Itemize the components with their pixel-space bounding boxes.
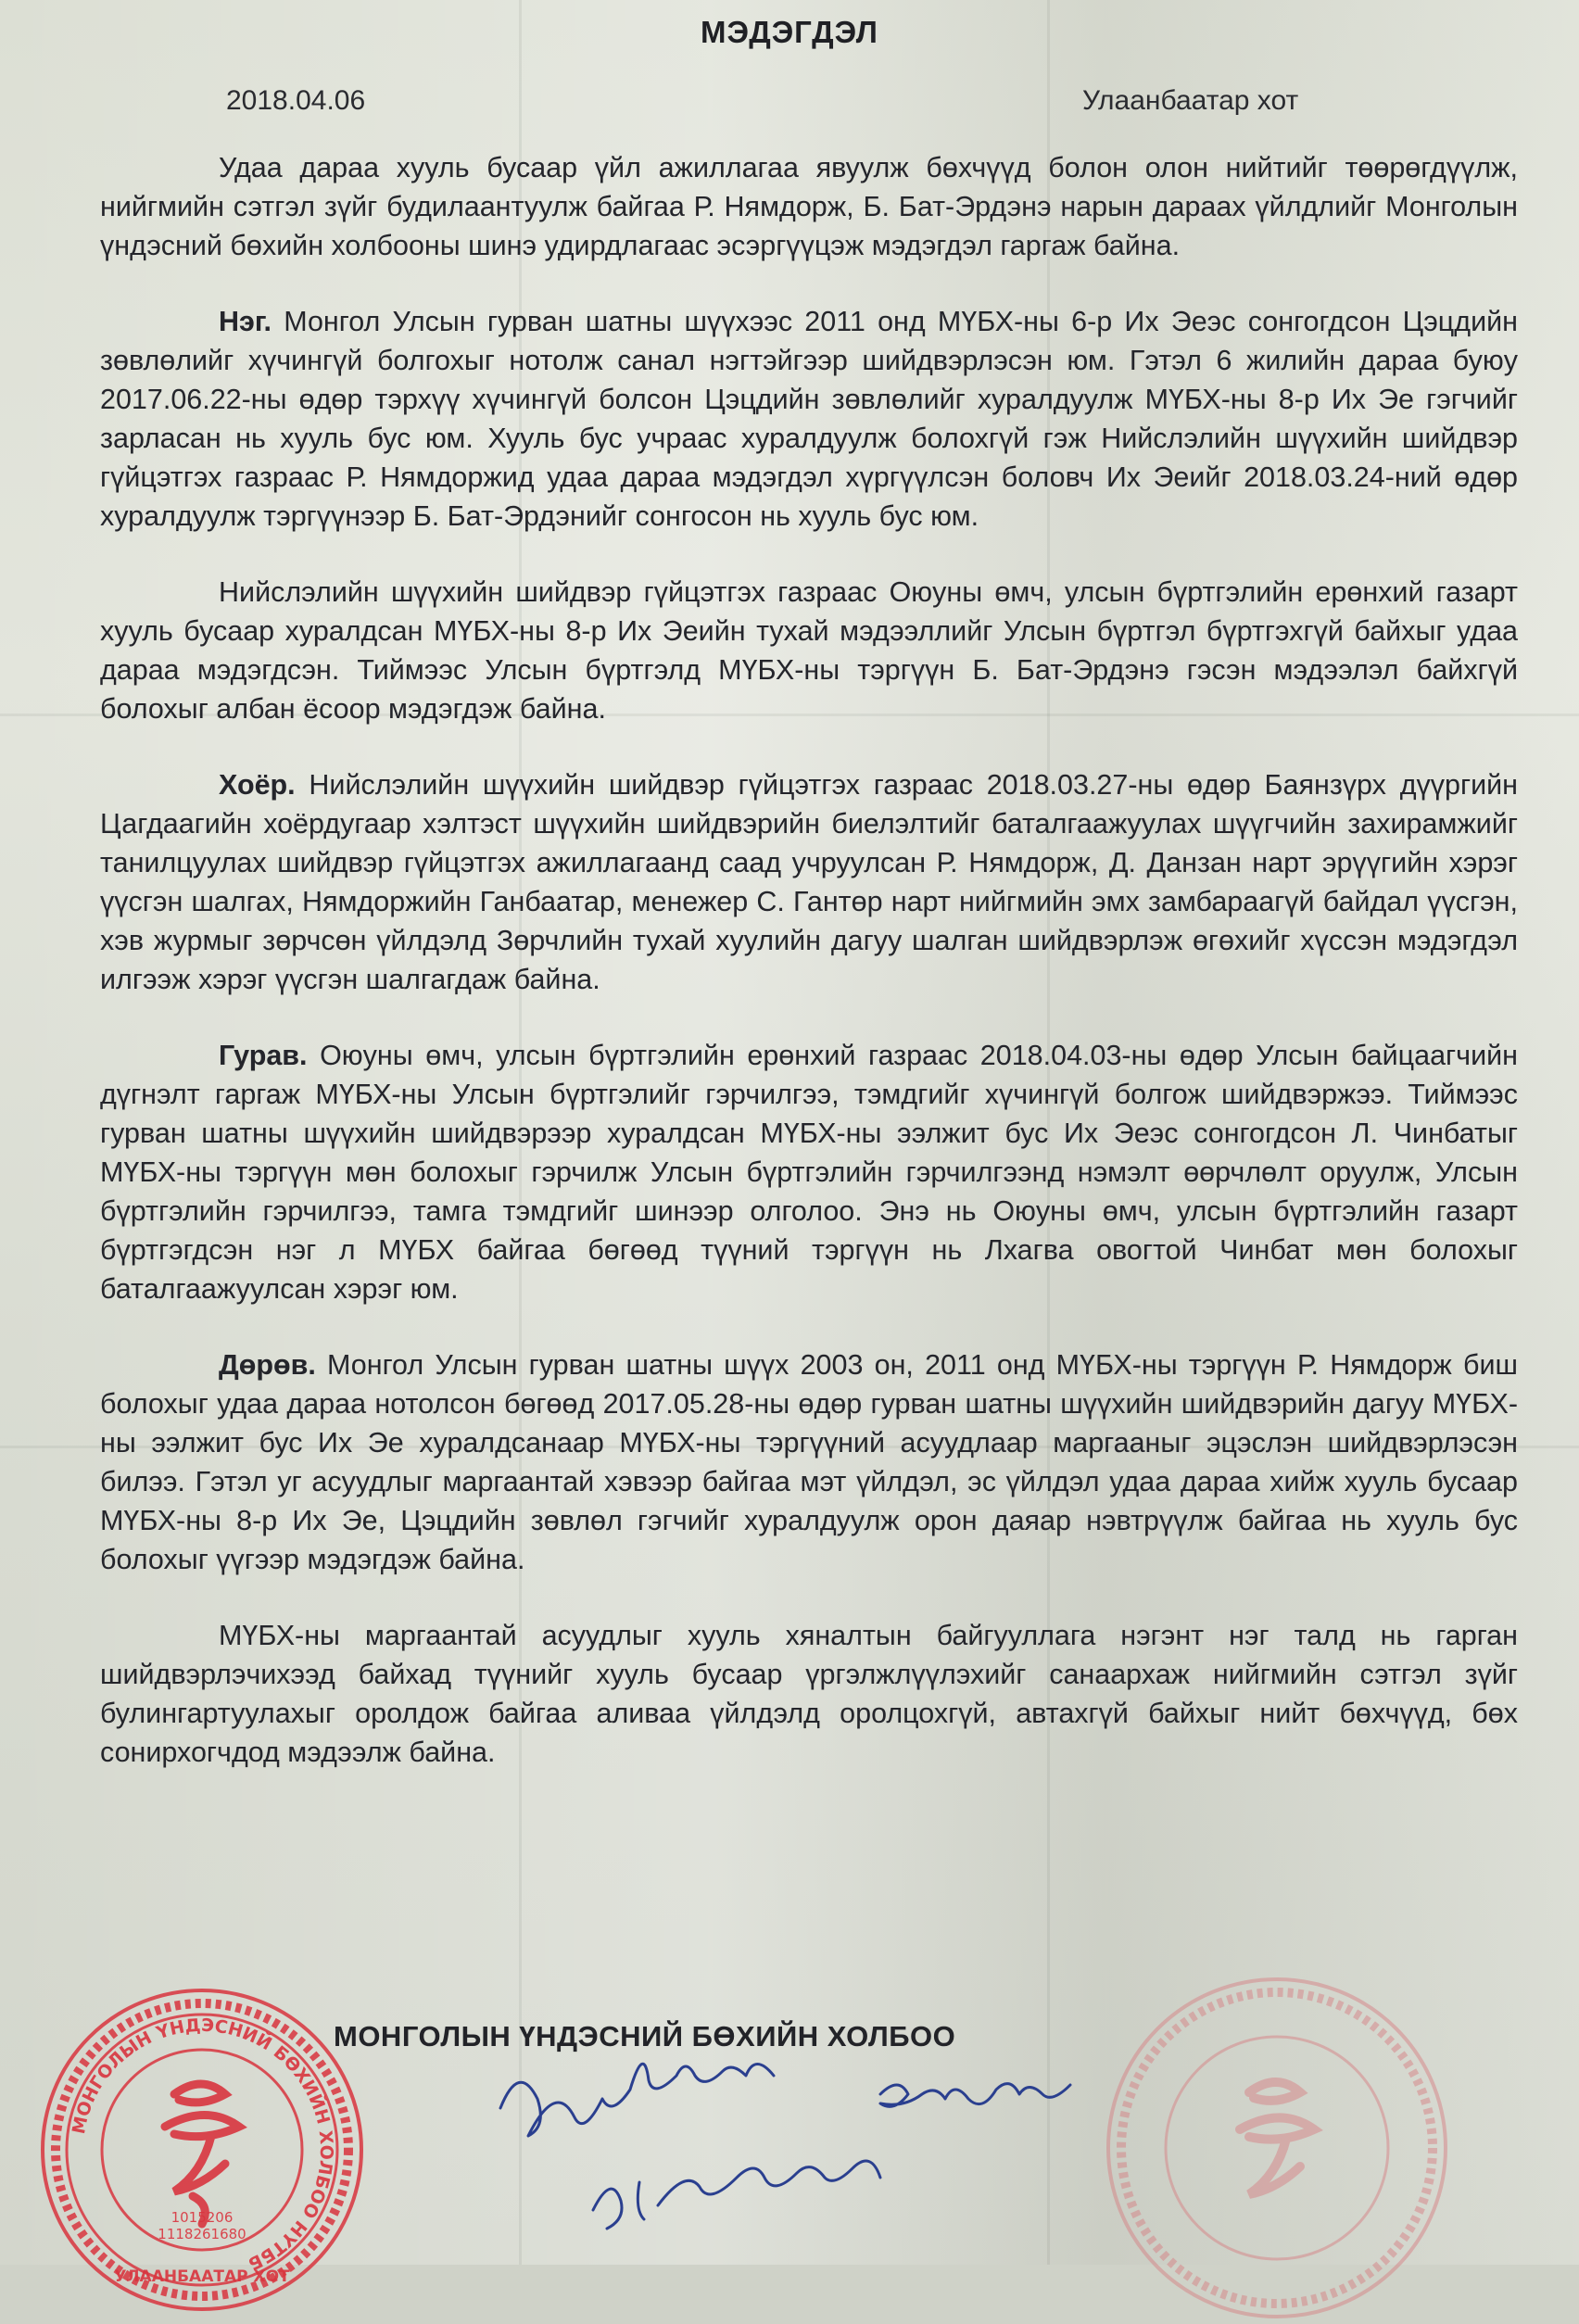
seal-ring-text: МОНГОЛЫН ҮНДЭСНИЙ БӨХИЙН ХОЛБОО НҮТББ — [68, 2015, 337, 2275]
document-body — [100, 148, 1518, 1809]
seal-city: УЛААНБААТАР ХОТ — [114, 2267, 290, 2286]
paragraph-two: Хоёр. Нийслэлийн шүүхийн шийдвэр гүйцэтгэх газраас 2018.03.27-ны өдөр Баянзүрх дүүргийн Цагдаагийн хоёрдугаар хэлтэст шүүхийн шийдвэрийн биелэлтийг баталгаажуулах шүүгчийн захирамжийг танилцуулах шийдвэр гүйцэтгэх ажиллагаанд саад учруулсан Р. Нямдорж, Д. Данзан нарт эрүүгийн хэрэг үүсгэн шалгах, Нямдоржийн Ганбаатар, менежер С. Гантөр нарт нийгмийн эмх замбараагүй байдал үүсгэн, хэв журмыг зөрчсөн үйлдэлд Зөрчлийн тухай хуулийн дагуу шалган шийдвэрлэж өгөхийг хүссэн мэдэгдэл илгээж хэрэг үүсгэн шалгагдаж байна. — [100, 769, 1518, 995]
document-date: 2018.04.06 — [226, 85, 366, 116]
paragraph-intro: Удаа дараа хууль бусаар үйл ажиллагаа явуулж бөхчүүд болон олон нийтийг төөрөгдүүлж, нийгмийн сэтгэл зүйг будилаантуулж байгаа Р. Нямдорж, Б. Бат-Эрдэнэ нарын дараах үйлдлийг Монголын үндэсний бөхийн холбооны шинэ удирдлагаас эсэргүүцэж мэдэгдэл гаргаж байна. — [100, 152, 1518, 261]
organization-name: МОНГОЛЫН ҮНДЭСНИЙ БӨХИЙН ХОЛБОО — [334, 2020, 956, 2052]
paragraph-one: Нэг. Монгол Улсын гурван шатны шүүхээс 2011 онд МҮБХ-ны 6-р Их Эеэс сонгогдсон Цэцдийн зөвлөлийг хүчингүй болгохыг нотолж санал нэгтэйгээр шийдвэрлэсэн юм. Гэтэл 6 жилийн дараа буюу 2017.06.22-ны өдөр тэрхүү хүчингүй болсон Цэцдийн зөвлөлийг хуралдуулж МҮБХ-ны 8-р Их Эе гэгчийг зарласан нь хууль бус юм. Хууль бус учраас хуралдуулж болохгүй гэж Нийслэлийн шүүхийн шийдвэр гүйцэтгэх газраас Р. Нямдоржид удаа дараа мэдэгдэл хүргүүлсэн боловч Их Эеийг 2018.03.24-ний өдөр хуралдуулж тэргүүнээр Б. Бат-Эрдэнийг сонгосон нь хууль бус юм. — [100, 306, 1518, 532]
paragraph-heading: Дөрөв. — [219, 1349, 316, 1381]
soyombo-emblem-icon — [165, 2084, 239, 2224]
paragraph-heading: Нэг. — [219, 306, 272, 337]
handwritten-signature — [482, 2043, 1149, 2266]
paragraph-three: Гурав. Оюуны өмч, улсын бүртгэлийн ерөнхий газраас 2018.04.03-ны өдөр Улсын байцаагчийн дүгнэлт гаргаж МҮБХ-ны Улсын бүртгэлийг гэрчилгээ, тэмдгийг хүчингүй болгож шийдвэржээ. Тиймээс гурван шатны шүүхийн шийдвэрээр хуралдсан МҮБХ-ны ээлжит бус Их Эеэс сонгогдсон Л. Чинбатыг МҮБХ-ны тэргүүн мөн болохыг гэрчилж Улсын бүртгэлийн гэрчилгээнд нэмэлт өөрчлөлт оруулж, Улсын бүртгэлийн гэрчилгээ, тамга тэмдгийг шинээр олголоо. Энэ нь Оюуны өмч, улсын бүртгэлийн газарт бүртгэгдсэн нэг л МҮБХ байгаа бөгөөд түүний тэргүүн нь Лхагва овогтой Чинбат мөн болохыг баталгаажуулсан хэрэг юм. — [100, 1040, 1518, 1305]
paragraph-heading: Хоёр. — [219, 769, 296, 801]
seal-number-2: 1118261680 — [158, 2226, 246, 2242]
soyombo-emblem-icon — [1240, 2082, 1314, 2194]
seal-number-1: 1015206 — [171, 2209, 234, 2226]
faded-seal-stamp — [1101, 1972, 1453, 2324]
paragraph-closing: МҮБХ-ны маргаантай асуудлыг хууль хяналтын байгууллага нэгэнт нэг талд нь гарган шийдвэрлэчихээд байхад түүнийг хууль бусаар үргэлжлүүлэхийг санаархаж нийгмийн сэтгэл зүйг булингартуулахыг оролдож байгаа аливаа үйлдэлд оролцохгүй, автахгүй байхыг нийт бөхчүүд, бөх сонирхогчдод мэдээлж байна. — [100, 1620, 1518, 1768]
document-title: МЭДЭГДЭЛ — [701, 15, 878, 49]
paragraph-heading: Гурав. — [219, 1040, 308, 1071]
document-city: Улаанбаатар хот — [1082, 85, 1299, 116]
official-seal-stamp — [35, 1983, 369, 2317]
paragraph-four: Дөрөв. Монгол Улсын гурван шатны шүүх 2003 он, 2011 онд МҮБХ-ны тэргүүн Р. Нямдорж биш болохыг удаа дараа нотолсон бөгөөд 2017.05.28-ны өдөр гурван шатны шүүхийн шийдвэрийн дагуу МҮБХ-ны ээлжит бус Их Эе хуралдсанаар МҮБХ-ны тэргүүний асуудлаар маргааныг эцэслэн шийдвэрлэсэн билээ. Гэтэл уг асуудлыг маргаантай хэвээр байгаа мэт үйлдэл, эс үйлдэл удаа дараа хийж хууль бусаар МҮБХ-ны 8-р Их Эе, Цэцдийн зөвлөл гэгчийг хуралдуулж орон даяар нэвтрүүлж байгаа нь хууль бус болохыг үүгээр мэдэгдэж байна. — [100, 1349, 1518, 1575]
paragraph-registration: Нийслэлийн шүүхийн шийдвэр гүйцэтгэх газраас Оюуны өмч, улсын бүртгэлийн ерөнхий газарт хууль бусаар хуралдсан МҮБХ-ны 8-р Их Эеийн тухай мэдээллийг Улсын бүртгэл бүртгэхгүй байхыг удаа дараа мэдэгдсэн. Тиймээс Улсын бүртгэлд МҮБХ-ны тэргүүн Б. Бат-Эрдэнэ гэсэн мэдээлэл байхгүй болохыг албан ёсоор мэдэгдэж байна. — [100, 576, 1518, 725]
